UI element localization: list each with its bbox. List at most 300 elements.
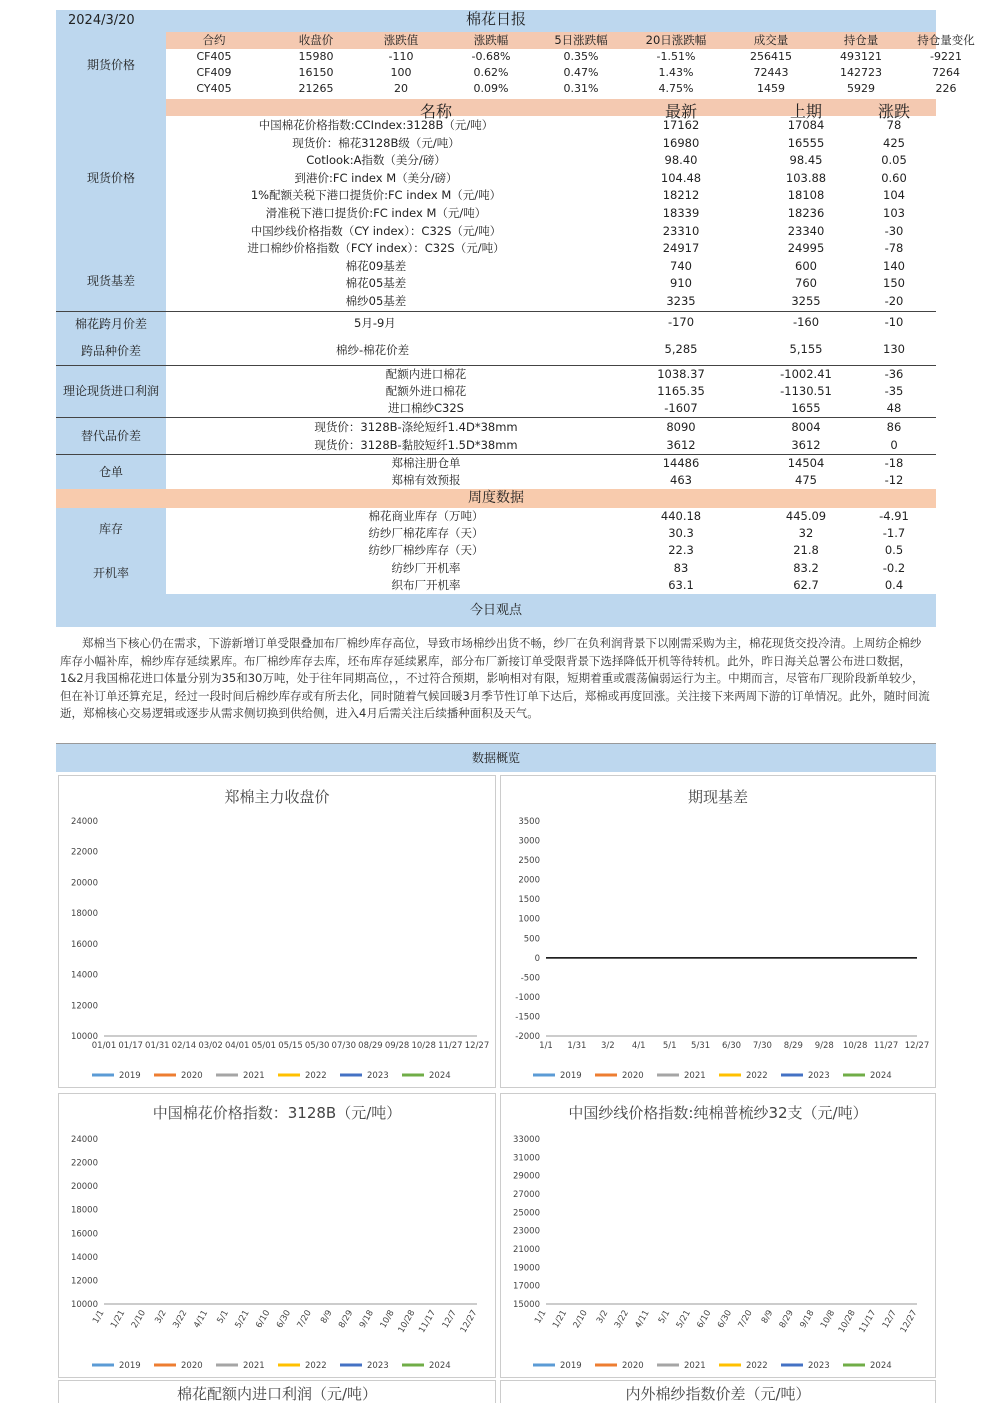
spot-section <box>56 117 936 311</box>
futures-col-header: 20日涨跌幅 <box>645 33 707 47</box>
table-cell: -9221 <box>930 50 962 63</box>
row-prev: 98.45 <box>789 153 823 168</box>
legend-label: 2022 <box>305 1361 327 1371</box>
table-cell: 21265 <box>298 82 334 95</box>
x-tick-label: 5/21 <box>233 1308 252 1331</box>
y-tick-label: -1000 <box>515 992 540 1003</box>
row-latest: 17162 <box>662 118 700 132</box>
row-prev: 16555 <box>787 135 825 150</box>
row-prev: 23340 <box>787 223 825 238</box>
y-tick-label: 27000 <box>512 1190 540 1200</box>
x-tick-label: 10/28 <box>836 1308 858 1335</box>
table-cell: 1.43% <box>658 66 694 79</box>
legend-label: 2020 <box>181 1071 203 1081</box>
x-tick-label: 8/9 <box>319 1308 335 1326</box>
legend-label: 2019 <box>560 1361 582 1371</box>
x-tick-label: 8/29 <box>783 1041 803 1051</box>
row-latest: 98.40 <box>664 153 698 168</box>
row-prev: 62.7 <box>793 577 819 592</box>
import-profit-table <box>166 366 936 417</box>
row-name: 中国棉花价格指数:CCIndex:3128B（元/吨） <box>258 118 494 132</box>
futures-label: 期货价格 <box>56 32 166 99</box>
y-tick-label: 31000 <box>512 1153 540 1164</box>
y-tick-label: 24000 <box>70 817 98 827</box>
y-tick-label: 29000 <box>512 1171 540 1182</box>
import-profit-section <box>56 366 936 417</box>
table-cell: 7264 <box>932 66 960 79</box>
row-name: 郑棉有效预报 <box>391 473 461 487</box>
row-name: 郑棉注册仓单 <box>391 456 461 470</box>
x-tick-label: 3/2 <box>153 1308 169 1326</box>
legend-label: 2021 <box>684 1361 706 1371</box>
row-change: -12 <box>884 473 904 487</box>
legend-label: 2021 <box>684 1071 706 1081</box>
table-row <box>166 170 936 188</box>
x-tick-label: 8/29 <box>777 1308 796 1331</box>
x-tick-label: 01/01 <box>91 1041 117 1051</box>
legend-label: 2023 <box>808 1071 830 1081</box>
legend-label: 2023 <box>808 1361 830 1371</box>
y-tick-label: 19000 <box>512 1263 540 1274</box>
opinion-text: 郑棉当下核心仍在需求，下游新增订单受限叠加布厂棉纱库存高位，导致市场棉纱出货不畅，纱厂在负利润背景下以刚需采购为主，棉花现货交投冷清。上周纺企棉纱库存小幅补库，棉纱库存延续累库。布厂棉纱库存去库，坯布库存延续累库，部分布厂新接订单受限背景下选择降低开机等待转机。此外，昨日海关总署公布进口数据，1&2月我国棉花进口体量分别为35和30万吨，处于往年同期高位，，不过符合预期，影响相对有限，短期着重或震荡偏弱运行为主。中期而言，尽管布厂现阶段新单较少，但在补订单还算充足，经过一段时间后棉纱库存或有所去化，同时随着气候回暖3月季节性订单下达后，郑棉或再度回涨。关注接下来两周下游的订单情况。此外，随时间流逝，郑棉核心交易逻辑或逐步从需求侧切换到供给侧，进入4月后需关注后续播种面积及天气。 <box>56 627 936 744</box>
table-row <box>166 400 936 417</box>
y-tick-label: 16000 <box>70 939 98 950</box>
row-latest: 30.3 <box>668 526 694 541</box>
x-tick-label: 1/1 <box>539 1041 553 1051</box>
warehouse-table <box>166 455 936 489</box>
row-name: 织布厂开机率 <box>391 577 461 592</box>
spreads-section: 棉花跨月价差 跨品种价差 5月-9月 -170 -160 -10 棉纱-棉花价差 5,285 5,155 130 <box>56 312 936 365</box>
x-tick-label: 09/28 <box>384 1041 410 1051</box>
row-latest: 24917 <box>662 241 700 256</box>
futures-table <box>166 32 975 97</box>
row-prev: 14504 <box>787 456 825 470</box>
row-name: 配额内进口棉花 <box>385 367 467 381</box>
operating-label: 开机率 <box>92 566 129 580</box>
row-prev: 760 <box>795 276 817 291</box>
row-prev: -1130.51 <box>780 384 832 398</box>
table-cell: 0.62% <box>473 66 509 79</box>
futures-col-header: 持仓量 <box>843 33 879 47</box>
row-name: 现货价：棉花3128B级（元/吨） <box>292 135 460 150</box>
y-tick-label: 3000 <box>518 836 540 847</box>
futures-col-header: 持仓量变化 <box>917 33 975 47</box>
futures-col-header: 涨跌幅 <box>473 33 509 47</box>
table-row <box>166 525 936 542</box>
x-tick-label: 12/7 <box>440 1308 459 1331</box>
import-profit-label: 理论现货进口利润 <box>56 366 166 417</box>
row-change: 103 <box>883 205 905 220</box>
row-change: 0.60 <box>881 170 907 185</box>
substitute-table <box>166 418 936 454</box>
report-title: 棉花日报 <box>465 10 526 28</box>
row-latest: 23310 <box>662 223 700 238</box>
y-tick-label: 24000 <box>70 1135 98 1145</box>
row-prev: 18236 <box>787 205 825 220</box>
row-prev: 83.2 <box>793 560 819 575</box>
table-cell: 20 <box>394 82 408 95</box>
y-tick-label: 0 <box>534 953 540 964</box>
table-row <box>166 65 960 81</box>
chart-zhengmian-close <box>58 775 496 1088</box>
row-latest: 3612 <box>666 438 696 452</box>
x-tick-label: 01/17 <box>118 1041 143 1051</box>
month-spread-label: 棉花跨月价差 <box>74 317 147 331</box>
table-cell: 0.09% <box>473 82 509 95</box>
y-tick-label: 12000 <box>70 1001 98 1012</box>
y-tick-label: 18000 <box>70 1205 98 1216</box>
month-spread-name: 5月-9月 <box>354 316 396 330</box>
legend-label: 2021 <box>243 1361 265 1371</box>
y-tick-label: 1000 <box>518 914 540 925</box>
row-latest: 83 <box>673 560 689 575</box>
row-change: 0.4 <box>884 577 904 592</box>
x-tick-label: 05/30 <box>304 1041 330 1051</box>
row-name: 棉纱05基差 <box>345 293 407 308</box>
x-tick-label: 07/30 <box>331 1041 357 1051</box>
table-cell: 0.31% <box>563 82 599 95</box>
legend-label: 2021 <box>243 1071 265 1081</box>
legend-label: 2024 <box>870 1361 892 1371</box>
x-tick-label: 4/11 <box>192 1308 211 1331</box>
chart-svg <box>501 776 937 1089</box>
table-cell: 142723 <box>840 66 882 79</box>
y-tick-label: 33000 <box>512 1135 540 1145</box>
legend-label: 2024 <box>429 1361 451 1371</box>
x-tick-label: 5/1 <box>215 1308 231 1326</box>
y-tick-label: 17000 <box>512 1281 540 1292</box>
table-row <box>166 455 936 472</box>
x-tick-label: 02/14 <box>171 1041 197 1051</box>
legend-label: 2019 <box>560 1071 582 1081</box>
table-cell: -0.68% <box>471 50 511 63</box>
row-name: 进口棉纱C32S <box>388 401 464 415</box>
x-tick-label: 11/17 <box>857 1308 879 1335</box>
x-tick-label: 1/1 <box>91 1308 107 1326</box>
row-name: 现货价：3128B-涤纶短纤1.4D*38mm <box>314 420 518 434</box>
row-latest: 63.1 <box>668 577 694 592</box>
spot-col-prev: 上期 <box>789 102 822 121</box>
x-tick-label: 10/28 <box>842 1041 868 1051</box>
chart-import-profit <box>58 1380 496 1403</box>
warehouse-section <box>56 455 936 489</box>
spot-table <box>166 117 936 311</box>
table-row <box>166 117 936 135</box>
x-tick-label: 4/1 <box>631 1041 646 1051</box>
y-tick-label: -2000 <box>515 1032 540 1042</box>
table-cell: 0.47% <box>563 66 599 79</box>
legend-label: 2020 <box>622 1361 644 1371</box>
x-tick-label: 2/10 <box>571 1308 590 1331</box>
substitute-section <box>56 418 936 454</box>
row-latest: 910 <box>670 276 692 291</box>
row-latest: 463 <box>670 473 692 487</box>
table-row <box>166 366 936 383</box>
futures-header-row <box>166 32 975 49</box>
row-prev: 24995 <box>787 241 825 256</box>
y-tick-label: 15000 <box>512 1300 540 1310</box>
row-change: 0.05 <box>881 153 907 168</box>
row-latest: 16980 <box>662 135 700 150</box>
x-tick-label: 9/18 <box>798 1308 817 1331</box>
table-row <box>166 81 957 97</box>
row-name: 1%配额关税下港口提货价:FC index M（元/吨） <box>250 188 502 203</box>
row-prev: -1002.41 <box>780 367 832 381</box>
x-tick-label: 7/20 <box>295 1308 314 1331</box>
x-tick-label: 10/8 <box>818 1308 838 1331</box>
spot-col-change: 涨跌 <box>877 102 910 121</box>
y-tick-label: 21000 <box>512 1245 540 1255</box>
row-change: 86 <box>886 420 902 434</box>
chart-svg <box>59 1094 497 1379</box>
y-tick-label: -1500 <box>515 1012 540 1023</box>
x-tick-label: 3/22 <box>171 1308 190 1331</box>
row-prev: 32 <box>798 526 814 541</box>
row-latest: 3235 <box>666 293 696 308</box>
row-latest: -1607 <box>664 401 698 415</box>
x-tick-label: 2/10 <box>129 1308 149 1331</box>
x-tick-label: 05/15 <box>278 1041 303 1051</box>
weekly-table <box>166 508 936 594</box>
spot-col-latest: 最新 <box>664 102 697 121</box>
y-tick-label: 10000 <box>70 1032 98 1042</box>
y-tick-label: 12000 <box>70 1276 98 1287</box>
table-cell: CF409 <box>196 66 232 79</box>
overview-title: 数据概览 <box>56 744 936 772</box>
x-tick-label: 11/17 <box>417 1308 439 1335</box>
x-tick-label: 6/30 <box>721 1041 742 1051</box>
chart-svg <box>501 1094 937 1379</box>
row-latest: 1165.35 <box>657 384 705 398</box>
row-name: 中国纱线价格指数（CY index）：C32S（元/吨） <box>250 223 502 238</box>
row-change: 150 <box>883 276 905 291</box>
row-prev: 600 <box>795 258 817 273</box>
futures-col-header: 合约 <box>202 33 226 47</box>
table-row <box>166 577 936 594</box>
inventory-label: 库存 <box>98 522 123 536</box>
futures-col-header: 5日涨跌幅 <box>554 33 608 47</box>
x-tick-label: 6/30 <box>274 1308 294 1331</box>
x-tick-label: 11/27 <box>438 1041 463 1051</box>
row-change: 48 <box>886 401 902 415</box>
weekly-title: 周度数据 <box>56 489 936 508</box>
y-tick-label: 22000 <box>70 1158 98 1169</box>
variety-spread-label: 跨品种价差 <box>80 344 141 358</box>
x-tick-label: 8/9 <box>759 1308 776 1326</box>
row-change: -0.2 <box>882 560 906 575</box>
substitute-label: 替代品价差 <box>56 418 166 454</box>
row-latest: 22.3 <box>668 543 694 558</box>
row-name: 现货价：3128B-黏胶短纤1.5D*38mm <box>314 438 518 452</box>
row-prev: 8004 <box>791 420 821 434</box>
legend-label: 2022 <box>746 1361 768 1371</box>
table-cell: 226 <box>935 82 957 95</box>
row-name: 棉花商业库存（万吨） <box>368 509 484 523</box>
x-tick-label: 9/18 <box>357 1308 376 1331</box>
x-tick-label: 10/28 <box>411 1041 436 1051</box>
row-change: -20 <box>884 293 904 308</box>
table-row <box>166 436 936 454</box>
x-tick-label: 5/31 <box>691 1041 711 1051</box>
report-date: 2024/3/20 <box>68 13 135 28</box>
row-name: 配额外进口棉花 <box>385 384 467 398</box>
row-change: 104 <box>883 188 905 203</box>
row-change: -30 <box>884 223 904 238</box>
table-row <box>166 472 936 489</box>
report-sheet <box>56 10 975 772</box>
row-prev: 445.09 <box>785 509 827 523</box>
chart-title: 中国纱线价格指数:纯棉普梳纱32支（元/吨） <box>568 1104 868 1122</box>
row-latest: 1038.37 <box>657 367 705 381</box>
legend-label: 2023 <box>367 1071 389 1081</box>
opinion-title: 今日观点 <box>56 594 936 627</box>
table-row <box>166 205 936 223</box>
y-tick-label: 18000 <box>70 909 98 920</box>
row-name: 到港价:FC index M（美分/磅） <box>294 170 458 185</box>
table-cell: 16150 <box>298 66 334 79</box>
chart-title: 郑棉主力收盘价 <box>224 788 330 806</box>
table-row <box>166 383 936 400</box>
x-tick-label: 6/10 <box>254 1308 273 1331</box>
table-row <box>166 275 936 293</box>
table-cell: 493121 <box>840 50 882 63</box>
x-tick-label: 9/28 <box>814 1041 834 1051</box>
y-tick-label: -500 <box>520 973 540 984</box>
legend-label: 2022 <box>746 1071 768 1081</box>
x-tick-label: 08/29 <box>358 1041 383 1051</box>
row-prev: 17084 <box>787 118 825 132</box>
basis-label: 现货基差 <box>86 274 135 288</box>
row-name: 纺纱厂开机率 <box>391 560 461 575</box>
chart-svg <box>59 776 497 1089</box>
variety-spread-name: 棉纱-棉花价差 <box>336 343 410 357</box>
x-tick-label: 10/8 <box>378 1308 397 1331</box>
row-prev: 1655 <box>791 401 821 415</box>
row-name: 纺纱厂棉纱库存（天） <box>368 543 484 558</box>
table-row <box>166 508 936 525</box>
row-prev: 3612 <box>791 438 821 452</box>
x-tick-label: 12/27 <box>904 1041 930 1051</box>
row-latest: 8090 <box>666 420 696 434</box>
table-cell: 100 <box>390 66 412 79</box>
y-tick-label: 25000 <box>512 1208 540 1219</box>
row-change: 140 <box>883 258 905 273</box>
y-tick-label: 16000 <box>70 1229 98 1240</box>
table-row <box>166 258 936 276</box>
chart-yarn-index <box>500 1093 936 1378</box>
table-row <box>166 560 936 577</box>
chart-yarn-spread <box>500 1380 936 1403</box>
x-tick-label: 1/31 <box>567 1041 587 1051</box>
y-tick-label: 20000 <box>70 1182 98 1193</box>
x-tick-label: 3/2 <box>594 1308 611 1326</box>
legend-label: 2023 <box>367 1361 389 1371</box>
x-tick-label: 8/29 <box>337 1308 356 1331</box>
chart-cotton-index <box>58 1093 496 1378</box>
y-tick-label: 20000 <box>70 878 98 889</box>
y-tick-label: 2500 <box>518 856 540 867</box>
table-row <box>166 240 936 258</box>
warehouse-label: 仓单 <box>56 455 166 489</box>
table-cell: 72443 <box>753 66 789 79</box>
chart-title: 期现基差 <box>687 788 748 806</box>
table-cell: 4.75% <box>658 82 694 95</box>
y-tick-label: 1500 <box>518 895 540 906</box>
x-tick-label: 1/21 <box>551 1308 570 1331</box>
row-name: 棉花09基差 <box>345 258 407 273</box>
futures-col-header: 涨跌值 <box>383 33 419 47</box>
table-cell: 5929 <box>847 82 875 95</box>
x-tick-label: 5/1 <box>656 1308 673 1326</box>
x-tick-label: 03/02 <box>198 1041 223 1051</box>
row-prev: 103.88 <box>785 170 827 185</box>
legend-label: 2020 <box>181 1361 203 1371</box>
futures-col-header: 成交量 <box>753 33 789 47</box>
x-tick-label: 04/01 <box>224 1041 250 1051</box>
table-row <box>166 135 936 153</box>
chart-title: 内外棉纱指数价差（元/吨） <box>625 1385 811 1403</box>
x-tick-label: 12/7 <box>880 1308 899 1331</box>
chart-title: 棉花配额内进口利润（元/吨） <box>176 1385 378 1403</box>
legend-label: 2024 <box>429 1071 451 1081</box>
row-change: 0 <box>890 438 898 452</box>
weekly-section <box>56 508 936 594</box>
x-tick-label: 12/27 <box>458 1308 480 1335</box>
x-tick-label: 3/2 <box>600 1041 615 1051</box>
row-change: -35 <box>884 384 904 398</box>
row-latest: 18212 <box>662 188 700 203</box>
row-change: -36 <box>884 367 904 381</box>
table-row <box>166 293 936 311</box>
row-latest: 18339 <box>662 205 700 220</box>
y-tick-label: 10000 <box>70 1300 98 1310</box>
table-row <box>166 418 936 436</box>
y-tick-label: 500 <box>523 934 540 945</box>
row-change: -78 <box>884 241 904 256</box>
spot-label: 现货价格 <box>86 171 135 185</box>
table-cell: 256415 <box>750 50 792 63</box>
x-tick-label: 10/28 <box>396 1308 418 1335</box>
chart-basis <box>500 775 936 1088</box>
row-change: -18 <box>884 456 904 470</box>
title-bar <box>56 10 936 32</box>
x-tick-label: 12/27 <box>898 1308 920 1335</box>
x-tick-label: 1/1 <box>533 1308 549 1326</box>
row-name: 纺纱厂棉花库存（天） <box>368 526 484 541</box>
table-cell: -1.51% <box>656 50 696 63</box>
x-tick-label: 01/31 <box>145 1041 170 1051</box>
x-tick-label: 5/21 <box>674 1308 693 1331</box>
futures-col-header: 收盘价 <box>298 33 334 47</box>
row-change: 78 <box>886 118 902 132</box>
table-row <box>166 223 936 241</box>
table-row <box>166 152 936 170</box>
legend-label: 2020 <box>622 1071 644 1081</box>
chart-title: 中国棉花价格指数：3128B（元/吨） <box>152 1104 402 1122</box>
legend-label: 2022 <box>305 1071 327 1081</box>
x-tick-label: 6/10 <box>695 1308 714 1331</box>
spot-col-name: 名称 <box>419 102 452 121</box>
row-name: 滑准税下港口提货价:FC index M（元/吨） <box>265 205 487 220</box>
legend-label: 2019 <box>119 1361 141 1371</box>
table-row <box>166 49 962 65</box>
x-tick-label: 05/01 <box>251 1041 277 1051</box>
row-latest: 440.18 <box>660 509 702 523</box>
row-prev: 21.8 <box>793 543 819 558</box>
y-tick-label: 14000 <box>70 970 98 981</box>
table-cell: CY405 <box>196 82 232 95</box>
legend-label: 2019 <box>119 1071 141 1081</box>
